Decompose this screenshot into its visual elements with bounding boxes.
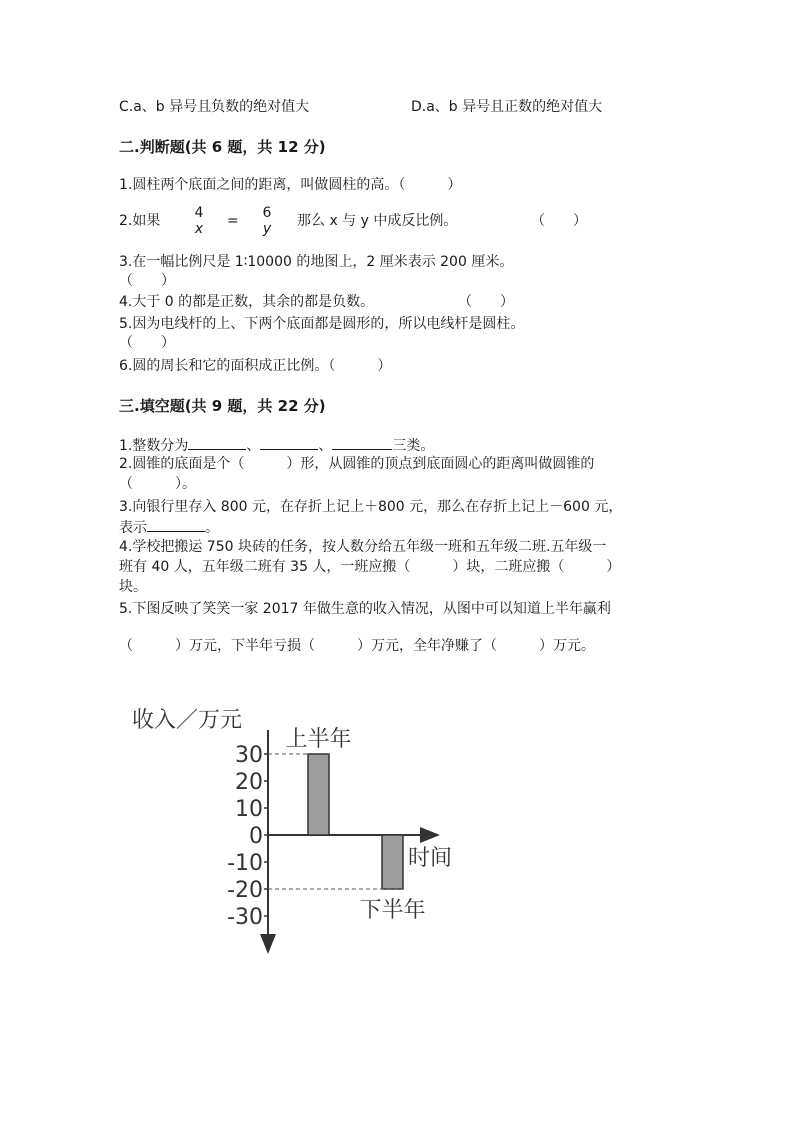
section3-heading: 三.填空题(共 9 题，共 22 分) xyxy=(119,397,326,415)
judge-q4-paren: （ ） xyxy=(458,294,514,310)
y-tick-label: -10 xyxy=(227,851,263,876)
judge-q6: 6.圆的周长和它的面积成正比例。（ ） xyxy=(119,358,392,374)
option-c: C.a、b 异号且负数的绝对值大 xyxy=(119,99,310,115)
judge-q5-line2: （ ） xyxy=(119,335,175,351)
judge-q5-line1: 5.因为电线杆的上、下两个底面都是圆形的，所以电线杆是圆柱。 xyxy=(119,316,525,332)
fill-q3-prefix: 表示 xyxy=(119,520,147,536)
fraction-den: y xyxy=(262,221,272,237)
section2-heading: 二.判断题(共 6 题，共 12 分) xyxy=(119,138,326,156)
x-axis-label: 时间 xyxy=(408,846,453,871)
answer-blank[interactable] xyxy=(147,517,205,532)
fill-q5-line2: （ ）万元，下半年亏损（ ）万元，全年净赚了（ ）万元。 xyxy=(119,638,595,654)
bar-1 xyxy=(308,754,329,835)
y-tick-label: 10 xyxy=(235,797,263,822)
bar-2 xyxy=(382,835,403,889)
judge-q2-prefix: 2.如果 xyxy=(119,213,161,229)
fill-q4-line3: 块。 xyxy=(119,579,147,595)
answer-blank[interactable] xyxy=(188,435,246,450)
equals-sign: = xyxy=(227,213,239,229)
fill-q1-suffix: 三类。 xyxy=(392,438,435,454)
y-tick-label: -30 xyxy=(227,905,263,930)
fill-q2-line1: 2.圆锥的底面是个（ ）形，从圆锥的顶点到底面圆心的距离叫做圆锥的 xyxy=(119,456,595,472)
separator: 、 xyxy=(246,438,261,454)
fill-q4-line2: 班有 40 人，五年级二班有 35 人，一班应搬（ ）块，二班应搬（ ） xyxy=(119,559,621,575)
judge-q1: 1.圆柱两个底面之间的距离，叫做圆柱的高。（ ） xyxy=(119,177,462,193)
fraction-num: 4 xyxy=(194,205,204,221)
separator: 、 xyxy=(318,438,333,454)
y-tick-label: 30 xyxy=(235,743,263,768)
fraction-4-over-x xyxy=(191,205,207,237)
fill-q4-line1: 4.学校把搬运 750 块砖的任务，按人数分给五年级一班和五年级二班.五年级一 xyxy=(119,539,607,555)
judge-q2-paren: （ ） xyxy=(531,213,587,229)
option-d: D.a、b 异号且正数的绝对值大 xyxy=(411,99,603,115)
judge-q3-line1: 3.在一幅比例尺是 1∶10000 的地图上，2 厘米表示 200 厘米。 xyxy=(119,254,514,270)
fill-q2-line2: （ ）。 xyxy=(119,476,196,492)
category-label: 上半年 xyxy=(285,727,352,752)
fill-q3-suffix: 。 xyxy=(205,520,219,536)
fraction-den: x xyxy=(194,221,204,237)
fill-q1-prefix: 1.整数分为 xyxy=(119,438,189,454)
y-axis-label: 收入／万元 xyxy=(132,708,243,733)
fill-q3-line2 xyxy=(119,517,219,537)
income-chart xyxy=(120,690,490,965)
judge-q3-line2: （ ） xyxy=(119,273,175,289)
fraction-num: 6 xyxy=(262,205,272,221)
fill-q1 xyxy=(119,435,434,455)
y-tick-label: 0 xyxy=(249,824,263,849)
answer-blank[interactable] xyxy=(332,435,392,450)
fill-q3-line1: 3.向银行里存入 800 元，在存折上记上＋800 元，那么在存折上记上－600 元， xyxy=(119,499,623,515)
fill-q5-line1: 5.下图反映了笑笑一家 2017 年做生意的收入情况，从图中可以知道上半年赢利 xyxy=(119,601,611,617)
judge-q2-suffix: 那么 x 与 y 中成反比例。 xyxy=(297,213,458,229)
judge-q4: 4.大于 0 的都是正数，其余的都是负数。 xyxy=(119,294,375,310)
category-label: 下半年 xyxy=(359,898,426,923)
y-tick-label: 20 xyxy=(235,770,263,795)
y-tick-label: -20 xyxy=(227,878,263,903)
fraction-6-over-y xyxy=(259,205,275,237)
answer-blank[interactable] xyxy=(260,435,318,450)
